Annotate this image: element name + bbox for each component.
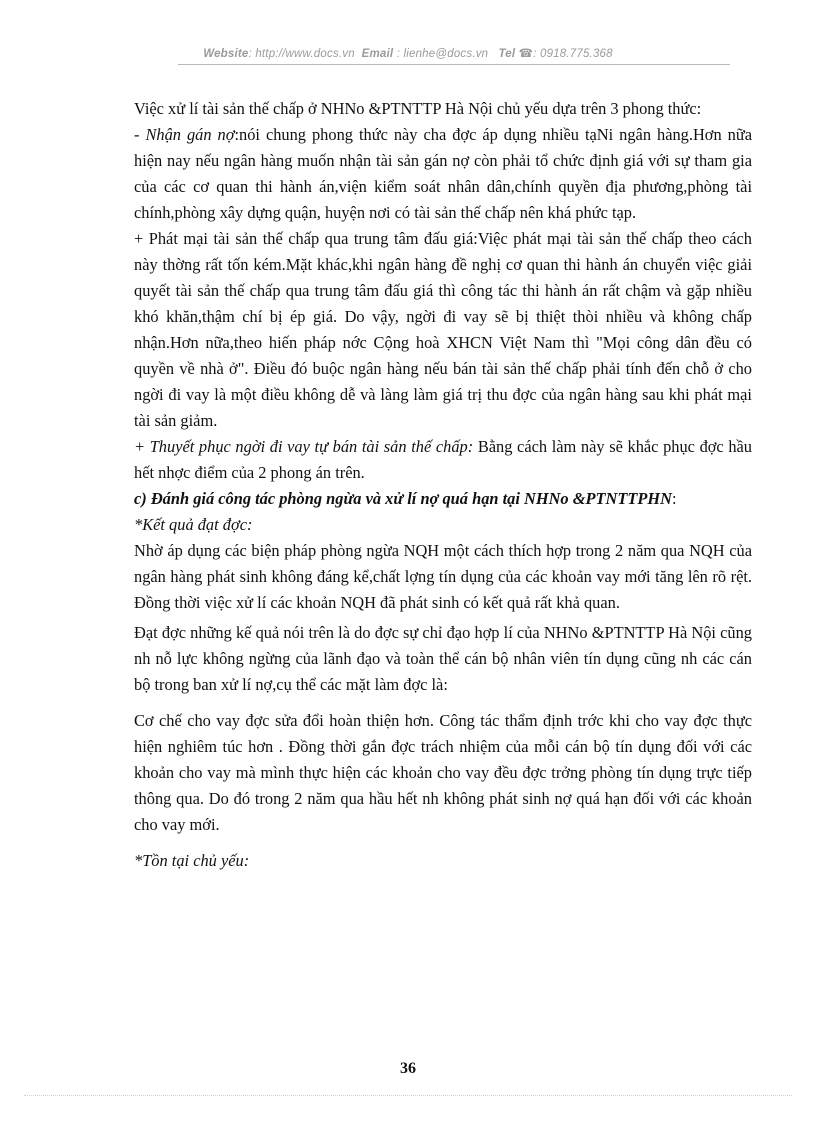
footer-rule	[24, 1095, 792, 1096]
subheading-results: *Kết quả đạt đợc:	[134, 515, 253, 534]
debt-transfer-text: :nói chung phong thức này cha đợc áp dụng nhiều tạNi ngân hàng.Hơn nữa hiện nay nếu ngân hàng muốn nhận tài sản gán nợ còn phải tổ chức định giá với sự tham gia của các cơ quan thi hành án,viện kiểm soát nhân dân,chính quyền địa phương,phòng tài chính,phòng xây dựng quận, huyện nơi có tài sản thế chấp nên khá phức tạp.	[134, 125, 752, 222]
section-heading-c-text: c) Đánh giá công tác phòng ngừa và xử lí nợ quá hạn tại NHNo &PTNTTPHN	[134, 489, 672, 508]
paragraph-mechanism: Cơ chế cho vay đợc sửa đổi hoàn thiện hơn. Công tác thẩm định trớc khi cho vay đợc thực hiện nghiêm túc hơn . Đồng thời gắn đợc trách nhiệm của mỗi cán bộ tín dụng đối với các khoản cho vay mà mình thực hiện các khoản cho vay đều đợc trởng phòng tín dụng trực tiếp thông qua. Do đó trong 2 năm qua hầu hết nh không phát sinh nợ quá hạn đối với các khoản cho vay mới.	[134, 711, 752, 834]
tel-value: : 0918.775.368	[533, 48, 613, 60]
website-value: : http://www.docs.vn	[248, 48, 355, 60]
page-header	[0, 46, 816, 60]
persuade-text: Bằng cách làm này sẽ khắc phục đợc hầu hết nhợc điểm của 2 phong án trên.	[134, 437, 753, 482]
document-body	[134, 96, 752, 874]
website-label: Website	[203, 48, 249, 60]
phone-icon: ☎	[518, 48, 534, 60]
section-heading-c	[134, 486, 752, 512]
paragraph-persuade	[134, 434, 752, 486]
debt-transfer-lead: - Nhận gán nợ	[134, 125, 235, 144]
page-number: 36	[400, 1060, 416, 1077]
section-heading-c-colon: :	[671, 489, 677, 508]
paragraph-results: Nhờ áp dụng các biện pháp phòng ngừa NQH một cách thích hợp trong 2 năm qua NQH của ngân hàng phát sinh không đáng kể,chất lợng tín dụng của các khoản vay mới tăng lên rõ rệt. Đồng thời việc xử lí các khoản NQH đã phát sinh có kết quả rất khả quan.	[134, 541, 752, 612]
header-rule	[178, 64, 730, 65]
paragraph-debt-transfer	[134, 122, 752, 226]
persuade-lead: + Thuyết phục ngời đi vay tự bán tài sản thế chấp:	[134, 437, 474, 456]
email-value: : lienhe@docs.vn	[396, 48, 489, 60]
tel-label: Tel	[498, 48, 516, 60]
paragraph-auction: + Phát mại tài sản thế chấp qua trung tâm đấu giá:Việc phát mại tài sản thế chấp theo cách này thờng rất tốn kém.Mặt khác,khi ngân hàng đề nghị cơ quan thi hành án chuyển việc giải quyết tài sản thế chấp qua trung tâm đấu giá thì công tác thi hành án rất chậm và gặp nhiều khó khăn,thậm chí bị ép giá. Do vậy, ngời đi vay sẽ bị thiệt thòi nhiều và không chấp nhận.Hơn nữa,theo hiến pháp nớc Cộng hoà XHCN Việt Nam thì "Mọi công dân đều có quyền về nhà ở". Điều đó buộc ngân hàng nếu bán tài sản thế chấp phải tính đến chỗ ở cho ngời đi vay là một điều không dễ và làng làm giá trị thu đợc của ngân hàng sau khi phát mại tài sản giảm.	[134, 229, 752, 430]
email-label: Email	[361, 48, 394, 60]
paragraph-intro: Việc xử lí tài sản thế chấp ở NHNo &PTNTTP Hà Nội chủ yếu dựa trên 3 phong thức:	[134, 99, 702, 118]
paragraph-achievements: Đạt đợc những kế quả nói trên là do đợc sự chỉ đạo hợp lí của NHNo &PTNTTP Hà Nội cũng nh nỗ lực không ngừng của lãnh đạo và toàn thể cán bộ nhân viên tín dụng cũng nh các cán bộ trong ban xử lí nợ,cụ thể các mặt làm đợc là:	[134, 623, 752, 694]
subheading-shortcomings: *Tồn tại chủ yếu:	[134, 851, 250, 870]
